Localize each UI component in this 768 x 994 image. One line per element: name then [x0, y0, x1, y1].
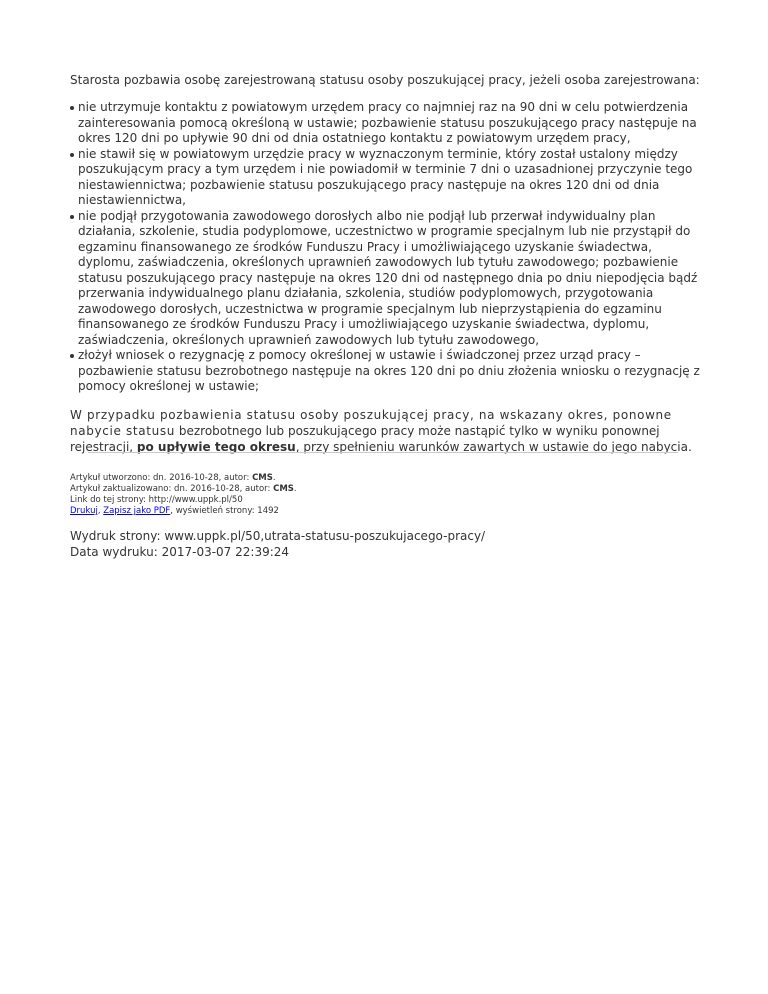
printout-date: Data wydruku: 2017-03-07 22:39:24	[70, 544, 290, 559]
article-meta	[70, 473, 297, 517]
article-intro: Starosta pozbawia osobę zarejestrowaną statusu osoby poszukującej pracy, jeżeli osoba zarejestrowana:	[70, 73, 700, 87]
printout-info	[70, 529, 485, 560]
updated-info: Artykuł zaktualizowano: dn. 2016-10-28, autor: CMS.	[70, 484, 297, 494]
save-pdf-link[interactable]: Zapisz jako PDF	[103, 506, 171, 516]
conditions-list	[70, 100, 700, 395]
views-count: , wyświetleń strony: 1492	[170, 506, 279, 516]
note-text-part3: , przy spełnieniu warunków zawartych w ustawie do jego nabycia.	[295, 439, 692, 454]
updated-label: Artykuł zaktualizowano: dn. 2016-10-28, autor:	[70, 484, 274, 494]
list-item: nie utrzymuje kontaktu z powiatowym urzędem pracy co najmniej raz na 90 dni w celu potwierdzenia zainteresowania pomocą określoną w ustawie; pozbawienie statusu poszukującego pracy następuje na okres 120 dni po upływie 90 dni od dnia ostatniego kontaktu z powiatowym urzędem pracy,	[70, 100, 700, 147]
updated-author: CMS	[273, 484, 294, 494]
list-item: złożył wniosek o rezygnację z pomocy określonej w ustawie i świadczonej przez urząd pracy – pozbawienie statusu bezrobotnego następuje na okres 120 dni po dniu złożenia wniosku o rezygnację z pomocy określonej w ustawie;	[70, 348, 700, 395]
list-item: nie stawił się w powiatowym urzędzie pracy w wyznaczonym terminie, który został ustalony między poszukującym pracy a tym urzędem i nie powiadomił w terminie 7 dni o uzasadnionej przyczynie tego niestawiennictwa; pozbawienie statusu poszukującego pracy następuje na okres 120 dni od dnia niestawiennictwa,	[70, 147, 700, 209]
article-content	[70, 72, 700, 455]
created-author: CMS	[252, 473, 273, 483]
printout-url: Wydruk strony: www.uppk.pl/50,utrata-statusu-poszukujacego-pracy/	[70, 529, 486, 543]
created-label: Artykuł utworzono: dn. 2016-10-28, autor:	[70, 473, 253, 483]
print-link[interactable]: Drukuj	[70, 506, 98, 516]
actions-line: Drukuj, Zapisz jako PDF, wyświetleń strony: 1492	[70, 506, 279, 516]
note-text-part2: bezrobotnego lub poszukującego pracy może nastąpić tylko w wyniku ponownej rejestracji,	[70, 423, 660, 454]
list-item: nie podjął przygotowania zawodowego dorosłych albo nie podjął lub przerwał indywidualny plan działania, szkolenie, studia podyplomowe, uczestnictwo w programie specjalnym lub nie przystąpił do egzaminu finansowanego ze środków Funduszu Pracy i umożliwiającego uzyskanie świadectwa, dyplomu, zaświadczenia, określonych uprawnień zawodowych lub tytułu zawodowego; pozbawienie statusu poszukującego pracy następuje na okres 120 dni od następnego dnia po dniu niepodjęcia bądź przerwania indywidualnego planu działania, szkolenia, studiów podyplomowych, przygotowania zawodowego dorosłych, uczestnictwa w programie specjalnym lub nieprzystąpienia do egzaminu finansowanego ze środków Funduszu Pracy i umożliwiającego uzyskanie świadectwa, dyplomu, zaświadczenia, określonych uprawnień zawodowych lub tytułu zawodowego,	[70, 209, 700, 349]
divider	[88, 452, 678, 453]
note-text-part1: W przypadku pozbawienia statusu osoby poszukującej pracy, na wskazany okres, ponowne nabycie statusu	[70, 407, 672, 438]
note-emphasis: po upływie tego okresu	[136, 439, 296, 454]
created-info: Artykuł utworzono: dn. 2016-10-28, autor: CMS.	[70, 473, 276, 483]
reregistration-note	[70, 407, 700, 455]
page-link-info: Link do tej strony: http://www.uppk.pl/50	[70, 495, 243, 505]
